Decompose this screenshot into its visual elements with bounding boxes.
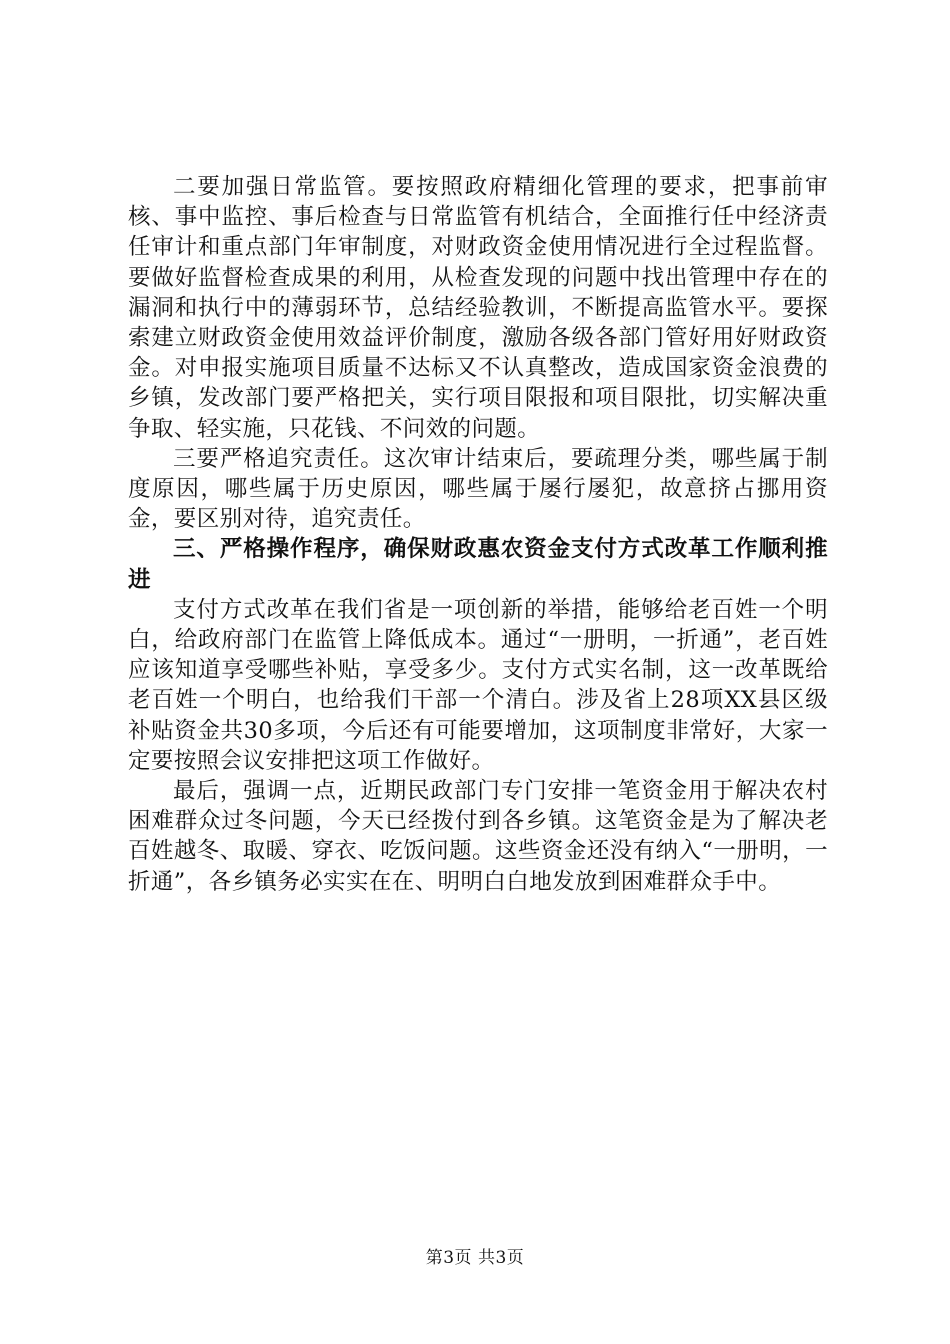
paragraph-payment-reform: 支付方式改革在我们省是一项创新的举措，能够给老百姓一个明白，给政府部门在监管上降低成本。通过“一册明，一折通”，老百姓应该知道享受哪些补贴，享受多少。支付方式实名制，这一改革既给老百姓一个明白，也给我们干部一个清白。涉及省上28项XX县区级补贴资金共30多项，今后还有可能要增加，这项制度非常好，大家一定要按照会议安排把这项工作做好。 <box>128 596 828 774</box>
paragraph-daily-supervision: 二要加强日常监管。要按照政府精细化管理的要求，把事前审核、事中监控、事后检查与日常监管有机结合，全面推行任中经济责任审计和重点部门年审制度，对财政资金使用情况进行全过程监督。要做好监督检查成果的利用，从检查发现的问题中找出管理中存在的漏洞和执行中的薄弱环节，总结经验教训，不断提高监管水平。要探索建立财政资金使用效益评价制度，激励各级各部门管好用好财政资金。对申报实施项目质量不达标又不认真整改，造成国家资金浪费的乡镇，发改部门要严格把关，实行项目限报和项目限批，切实解决重争取、轻实施，只花钱、不问效的问题。 <box>128 174 828 442</box>
paragraph-conclusion: 最后，强调一点，近期民政部门专门安排一笔资金用于解决农村困难群众过冬问题，今天已经拨付到各乡镇。这笔资金是为了解决老百姓越冬、取暖、穿衣、吃饭问题。这些资金还没有纳入“一册明，一折通”，各乡镇务必实实在在、明明白白地发放到困难群众手中。 <box>128 778 828 895</box>
paragraph-accountability: 三要严格追究责任。这次审计结束后，要疏理分类，哪些属于制度原因，哪些属于历史原因，哪些属于屡行屡犯，故意挤占挪用资金，要区别对待，追究责任。 <box>128 445 828 533</box>
document-body <box>128 172 828 897</box>
section-heading-3: 三、严格操作程序，确保财政惠农资金支付方式改革工作顺利推进 <box>128 536 828 593</box>
page-number-footer: 第3页 共3页 <box>425 1248 525 1268</box>
